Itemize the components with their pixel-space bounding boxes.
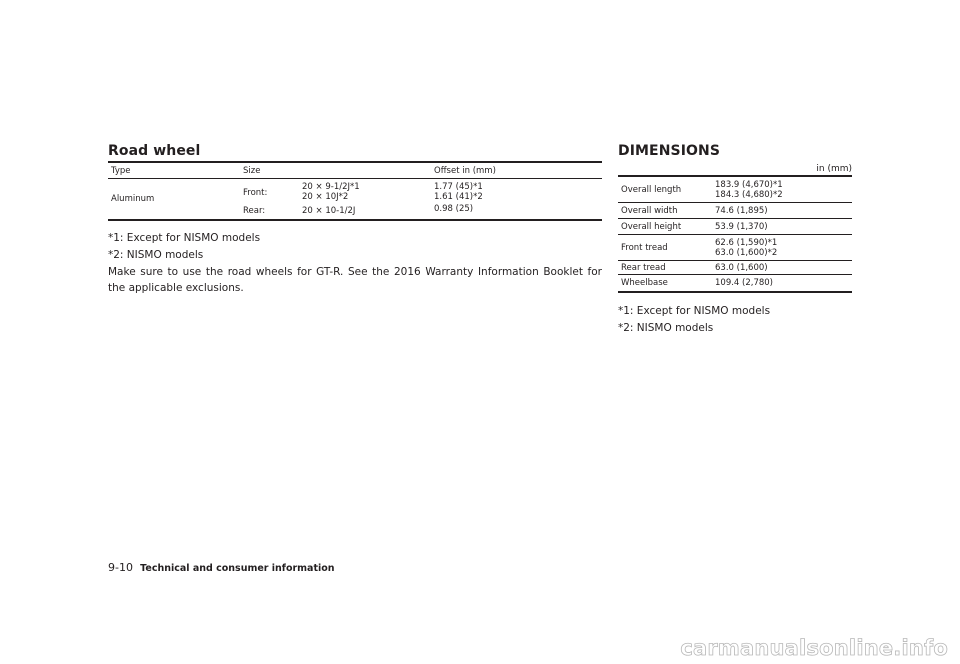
table-header-row <box>108 163 602 179</box>
dim-label: Wheelbase <box>621 278 668 288</box>
table-row <box>618 275 852 293</box>
dim-label: Overall length <box>621 184 682 195</box>
dim-value: 74.6 (1,895) <box>715 205 768 216</box>
table-row <box>618 235 852 261</box>
footer-section-title: Technical and consumer information <box>140 563 335 574</box>
road-wheel-table <box>108 163 602 221</box>
footnote-1: *1: Except for NISMO models <box>618 305 771 317</box>
header-size: Size <box>243 166 261 176</box>
table-row <box>618 177 852 203</box>
table-row <box>618 219 852 235</box>
road-wheel-title: Road wheel <box>108 143 201 159</box>
dim-label: Overall height <box>621 221 682 232</box>
page-footer <box>108 561 335 576</box>
page-number: 9-10 <box>108 561 133 574</box>
road-wheel-paragraph: Make sure to use the road wheels for GT-R. See the 2016 Warranty Information Booklet for the applicable exclusions. <box>108 266 602 294</box>
header-type: Type <box>111 166 131 176</box>
rear-size: 20 × 10-1/2J <box>302 206 356 216</box>
dim-value: 62.6 (1,590)*1 63.0 (1,600)*2 <box>715 237 778 258</box>
dimensions-title: DIMENSIONS <box>618 143 721 159</box>
dim-value: 183.9 (4,670)*1 184.3 (4,680)*2 <box>715 179 783 200</box>
front-size-1: 20 × 9-1/2J*1 <box>302 182 360 192</box>
table-row <box>618 203 852 219</box>
dimensions-section <box>618 141 852 337</box>
front-size-2: 20 × 10J*2 <box>302 192 349 202</box>
front-label: Front: <box>243 188 268 198</box>
header-offset: Offset in (mm) <box>434 166 496 176</box>
front-offset-2: 1.61 (41)*2 <box>434 192 483 202</box>
road-wheel-section <box>108 141 602 296</box>
dim-value: 109.4 (2,780) <box>715 278 774 288</box>
dim-label: Overall width <box>621 205 678 216</box>
footnote-1: *1: Except for NISMO models <box>108 232 261 244</box>
dim-label: Front tread <box>621 242 668 253</box>
dimensions-table <box>618 177 852 293</box>
dimensions-notes <box>618 303 852 337</box>
type-aluminum: Aluminum <box>111 194 155 204</box>
road-wheel-notes <box>108 230 602 296</box>
table-row <box>618 261 852 275</box>
dim-value: 53.9 (1,370) <box>715 221 768 232</box>
dim-value: 63.0 (1,600) <box>715 262 768 273</box>
table-body <box>108 179 602 221</box>
dim-label: Rear tread <box>621 262 666 273</box>
footnote-2: *2: NISMO models <box>108 249 204 261</box>
rear-label: Rear: <box>243 206 266 216</box>
front-offset-1: 1.77 (45)*1 <box>434 182 483 192</box>
dimensions-unit: in (mm) <box>816 164 852 174</box>
watermark-text: carmanualsonline.info <box>680 636 948 660</box>
footnote-2: *2: NISMO models <box>618 322 714 334</box>
rear-offset: 0.98 (25) <box>434 204 474 214</box>
